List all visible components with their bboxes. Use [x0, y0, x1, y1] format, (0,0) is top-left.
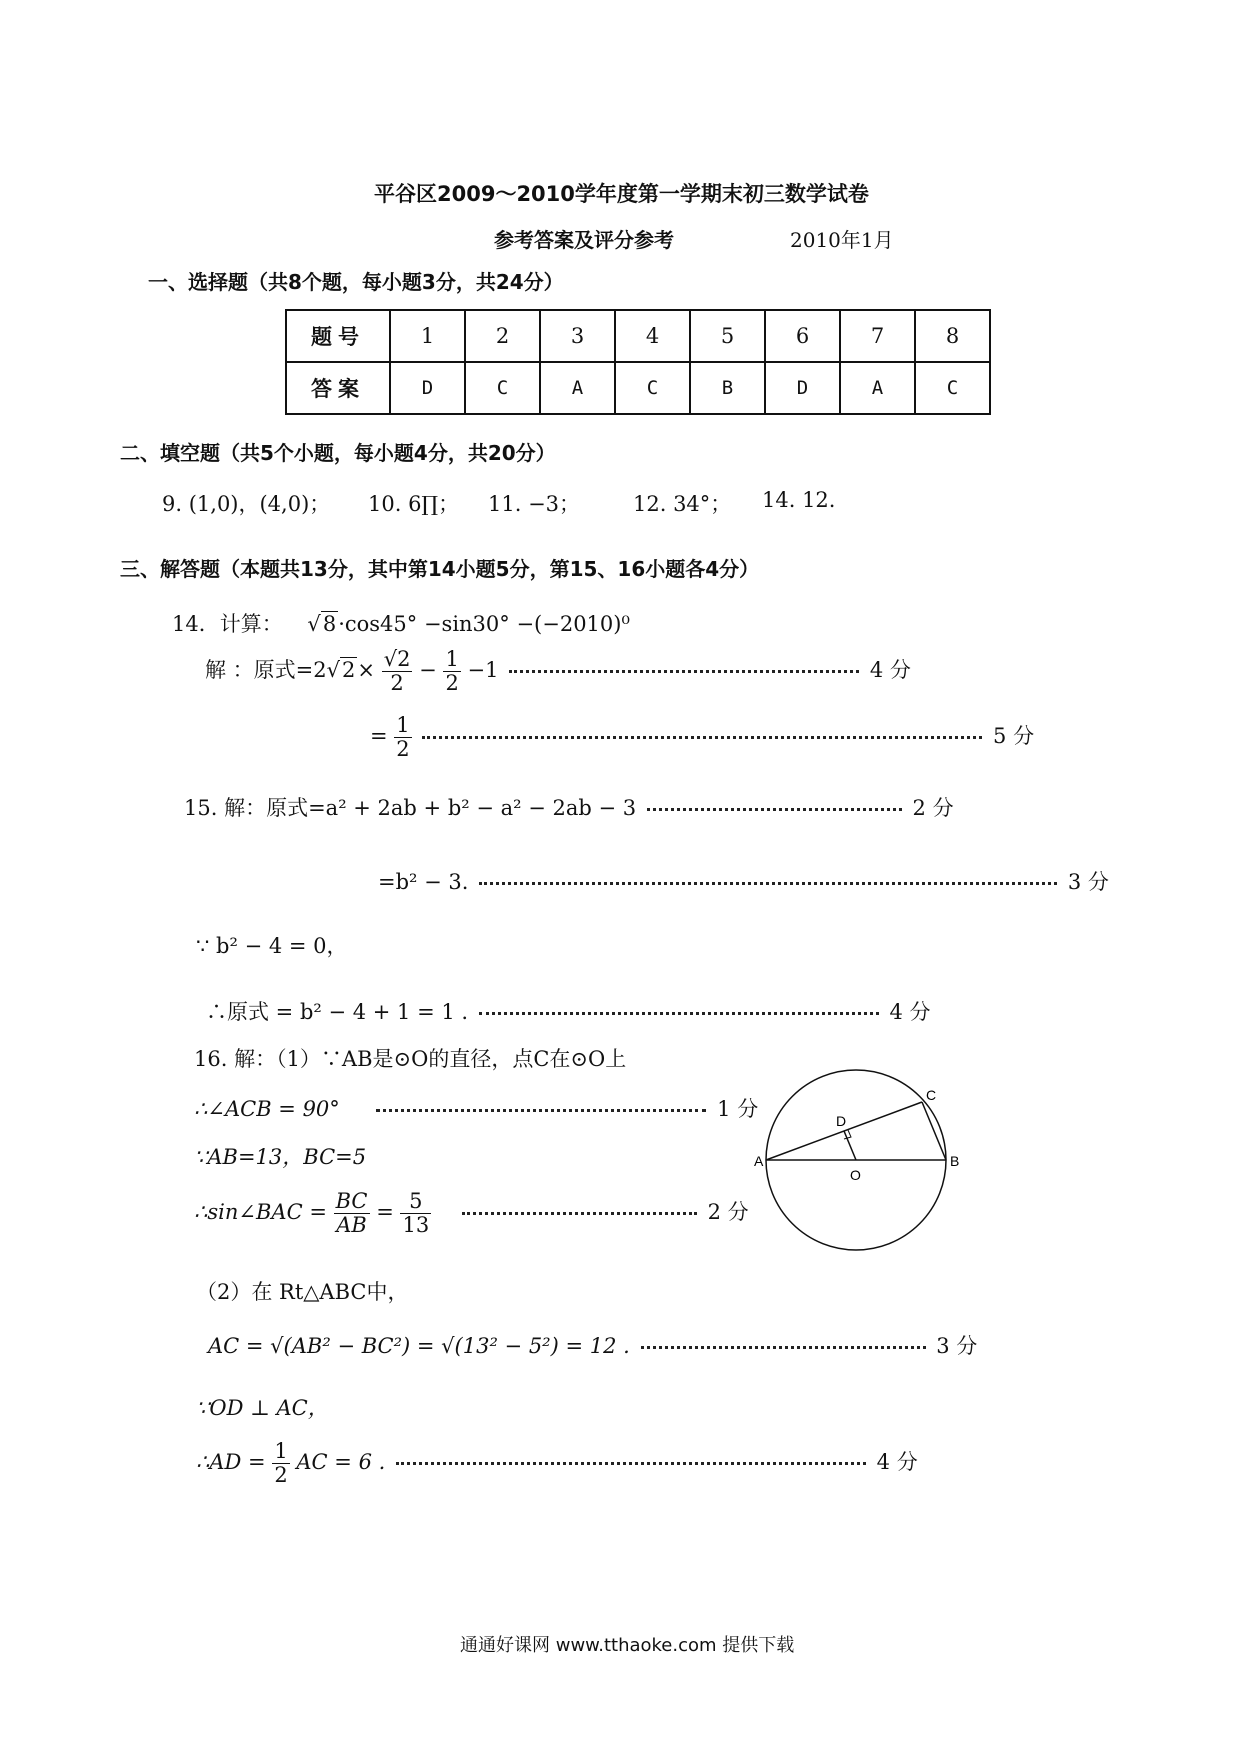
page-footer: 通通好课网 www.tthaoke.com 提供下载 — [460, 1635, 795, 1656]
table-cell: C — [465, 362, 540, 414]
q16-line3: ∵AB=13，BC=5 — [194, 1145, 367, 1169]
q15-line2: =b² − 3. 3 分 — [378, 870, 1109, 894]
table-cell: 8 — [915, 310, 990, 362]
fill-answer-10: 10. 6∏； — [368, 492, 460, 516]
table-cell: 4 — [615, 310, 690, 362]
table-row-answers — [286, 362, 990, 414]
table-cell: D — [765, 362, 840, 414]
point-label-o: O — [850, 1167, 861, 1183]
fraction: $\frac{5}{13}$ — [402, 1189, 430, 1238]
table-cell: 3 — [540, 310, 615, 362]
table-cell: 7 — [840, 310, 915, 362]
q16-line8: ∴AD = $\frac{1}{2}$ AC = 6 . 4 分 — [196, 1439, 918, 1488]
score-label: 2 分 — [707, 1200, 749, 1225]
table-cell: B — [690, 362, 765, 414]
table-cell: C — [615, 362, 690, 414]
q16-line5: （2）在 Rt△ABC中， — [196, 1280, 409, 1304]
q16-line6: AC = √(AB² − BC²) = √(13² − 5²) = 12 . 3 分 — [208, 1334, 978, 1358]
table-cell: C — [915, 362, 990, 414]
table-cell: 2 — [465, 310, 540, 362]
q16-line1: 16. 解：（1）∵AB是⊙O的直径，点C在⊙O上 — [194, 1047, 627, 1071]
section2-heading: 二、填空题（共5个小题，每小题4分，共20分） — [120, 441, 556, 465]
fill-answer-14: 14. 12. — [762, 488, 836, 512]
score-label: 4 分 — [869, 658, 911, 683]
dotted-leader — [422, 736, 982, 739]
dotted-leader — [509, 670, 859, 673]
score-label: 4 分 — [876, 1450, 918, 1475]
dotted-leader — [396, 1462, 866, 1465]
fraction: $\frac{1}{2}$ — [445, 647, 459, 696]
q15-line3: ∵ b² − 4 = 0， — [196, 934, 348, 958]
fraction: $\frac{√2}{2}$ — [383, 647, 411, 696]
dotted-leader — [647, 808, 902, 811]
q14-solution-line2: = $\frac{1}{2}$ 5 分 — [370, 713, 1035, 762]
page-subtitle: 参考答案及评分参考 — [494, 228, 674, 252]
fraction: $\frac{1}{2}$ — [274, 1439, 288, 1488]
table-cell: 1 — [390, 310, 465, 362]
point-label-d: D — [836, 1113, 847, 1129]
page-date: 2010年1月 — [790, 228, 894, 252]
score-label: 2 分 — [912, 796, 954, 820]
q16-line4: ∴sin∠BAC = $\frac{BC}{AB}$ = $\frac{5}{13}$ 2 分 — [194, 1189, 749, 1238]
table-cell: 5 — [690, 310, 765, 362]
dotted-leader — [462, 1212, 697, 1215]
q14-sqrt-arg: 8 — [322, 612, 337, 636]
section3-heading: 三、解答题（本题共13分，其中第14小题5分，第15、16小题各4分） — [120, 557, 760, 581]
chord-cb — [922, 1102, 946, 1160]
point-label-b: B — [950, 1153, 960, 1169]
table-cell: D — [390, 362, 465, 414]
fill-answer-9: 9. (1,0)，(4,0)； — [162, 492, 331, 516]
q15-line1: 15. 解：原式=a² + 2ab + b² − a² − 2ab − 3 2 分 — [184, 796, 954, 820]
table-cell: 6 — [765, 310, 840, 362]
page-title: 平谷区2009～2010学年度第一学期末初三数学试卷 — [374, 182, 869, 206]
answer-table — [285, 309, 991, 415]
point-label-c: C — [926, 1087, 937, 1103]
fill-answer-11: 11. −3； — [488, 492, 581, 516]
q15-line4: ∴原式 = b² − 4 + 1 = 1 . 4 分 — [206, 1000, 931, 1024]
table-cell: A — [540, 362, 615, 414]
q14-solution-line1: 解 ：原式=2√2× $\frac{√2}{2}$ − $\frac{1}{2}$ −1 4 分 — [205, 647, 911, 696]
q16-line7: ∵OD ⊥ AC， — [196, 1396, 329, 1420]
circle-figure — [754, 1060, 960, 1260]
dotted-leader — [479, 882, 1057, 885]
fill-answer-12: 12. 34°； — [633, 492, 732, 516]
q14-problem: 14．计算： √8·cos45° −sin30° −(−2010)⁰ — [172, 612, 630, 636]
fraction: $\frac{1}{2}$ — [396, 713, 410, 762]
table-cell: A — [840, 362, 915, 414]
table-row-questions — [286, 310, 990, 362]
score-label: 3 分 — [1067, 870, 1109, 894]
score-label: 3 分 — [936, 1334, 978, 1358]
dotted-leader — [641, 1346, 926, 1349]
section1-heading: 一、选择题（共8个题，每小题3分，共24分） — [148, 270, 564, 294]
table-header-question: 题号 — [286, 310, 390, 362]
fraction: $\frac{BC}{AB}$ — [335, 1189, 368, 1238]
q14-expr: ·cos45° −sin30° −(−2010)⁰ — [338, 612, 630, 636]
dotted-leader — [376, 1109, 706, 1112]
dotted-leader — [479, 1012, 879, 1015]
score-label: 1 分 — [717, 1097, 759, 1121]
q14-label: 14．计算： — [172, 612, 283, 636]
score-label: 4 分 — [889, 1000, 931, 1024]
q16-line2: ∴∠ACB = 90° 1 分 — [194, 1097, 759, 1121]
table-header-answer: 答案 — [286, 362, 390, 414]
score-label: 5 分 — [993, 724, 1035, 749]
point-label-a: A — [754, 1153, 764, 1169]
